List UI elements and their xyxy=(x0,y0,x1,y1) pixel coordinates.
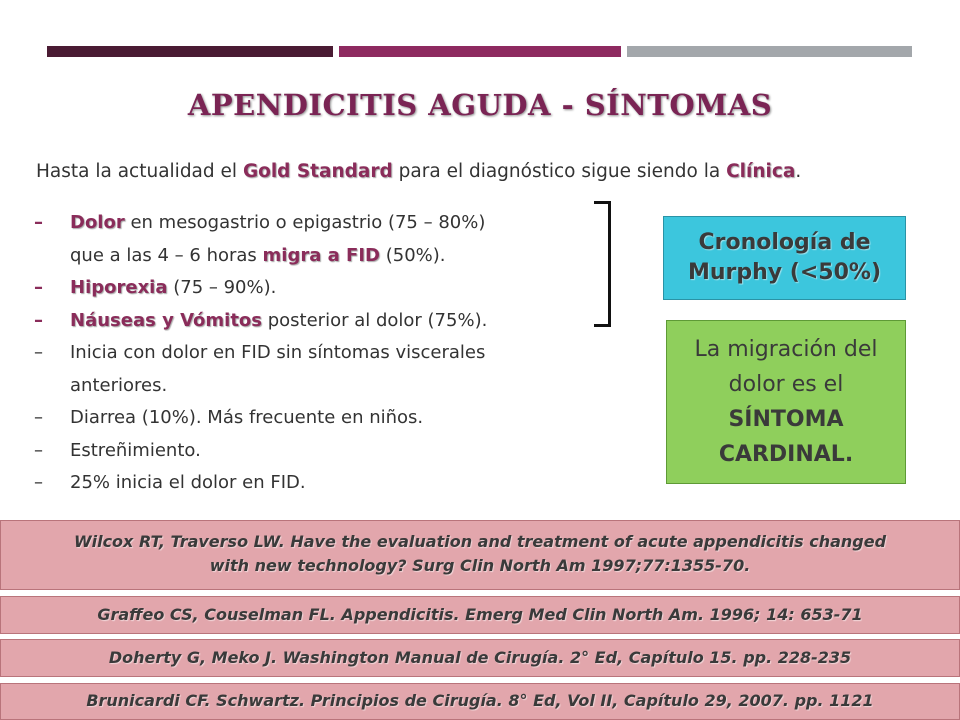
bullet-dash: – xyxy=(34,212,43,233)
reference-brunicardi xyxy=(0,683,960,720)
cardinal-line: dolor es el xyxy=(728,372,844,397)
intro-text xyxy=(36,161,936,182)
clinica-highlight: Clínica xyxy=(726,161,796,182)
slide-title: APENDICITIS AGUDA - SÍNTOMAS xyxy=(187,88,773,122)
reference-text: Brunicardi CF. Schwartz. Principios de Cirugía. 8° Ed, Vol II, Capítulo 29, 2007. pp. 1121 xyxy=(86,691,874,710)
gold-standard-highlight: Gold Standard xyxy=(242,161,393,182)
bullet-text: Diarrea (10%). Más frecuente en niños. xyxy=(70,407,424,428)
top-accent-bar-gray xyxy=(627,46,912,57)
grouping-bracket xyxy=(594,201,611,327)
intro-text-part: . xyxy=(795,161,802,182)
dolor-highlight: Dolor xyxy=(70,212,125,233)
bullet-dash: – xyxy=(34,472,43,493)
reference-graffeo xyxy=(0,596,960,634)
bullet-dash: – xyxy=(34,342,43,363)
bullet-text: Estreñimiento. xyxy=(70,439,201,461)
list-item xyxy=(34,467,594,500)
list-item xyxy=(34,272,594,305)
bullet-text: (50%). xyxy=(380,244,446,266)
bullet-continuation xyxy=(70,240,594,273)
cardinal-line-strong: SÍNTOMA xyxy=(728,407,844,432)
reference-wilcox xyxy=(0,520,960,590)
murphy-box-text xyxy=(688,228,881,288)
bullet-text: (75 – 90%). xyxy=(167,277,277,298)
bullet-continuation: anteriores. xyxy=(70,374,168,396)
bullet-text: en mesogastrio o epigastrio (75 – 80%) xyxy=(124,212,486,233)
reference-text: Graffeo CS, Couselman FL. Appendicitis. Emerg Med Clin North Am. 1996; 14: 653-71 xyxy=(97,605,863,624)
murphy-line: Murphy (<50%) xyxy=(687,260,881,285)
murphy-line: Cronología de xyxy=(698,230,871,255)
cardinal-line-strong: CARDINAL. xyxy=(718,442,854,467)
list-item xyxy=(34,402,594,435)
reference-text: with new technology? Surg Clin North Am 1997;77:1355-70. xyxy=(209,556,751,575)
murphy-chronology-box xyxy=(663,216,906,300)
bullet-text: 25% inicia el dolor en FID. xyxy=(70,472,306,493)
bullet-text: Inicia con dolor en FID sin síntomas viscerales xyxy=(70,342,486,363)
intro-text-part: para el diagnóstico sigue siendo la xyxy=(392,161,727,182)
bullet-text: posterior al dolor (75%). xyxy=(262,309,488,331)
symptom-list xyxy=(34,207,594,500)
nauseas-vomitos-highlight: Náuseas y Vómitos xyxy=(70,309,262,331)
bullet-dash: – xyxy=(34,277,43,298)
bullet-dash: – xyxy=(34,309,43,331)
cardinal-symptom-box xyxy=(666,320,906,484)
list-item xyxy=(34,337,594,402)
reference-doherty xyxy=(0,639,960,677)
bullet-dash: – xyxy=(34,407,43,428)
hiporexia-highlight: Hiporexia xyxy=(70,277,168,298)
list-item xyxy=(34,435,594,468)
bullet-text: que a las 4 – 6 horas xyxy=(70,244,263,266)
reference-text: Wilcox RT, Traverso LW. Have the evaluation and treatment of acute appendicitis changed xyxy=(73,532,887,551)
list-item xyxy=(34,305,594,338)
intro-text-part: Hasta la actualidad el xyxy=(36,161,243,182)
top-accent-bar-magenta xyxy=(339,46,621,57)
migra-fid-highlight: migra a FID xyxy=(262,244,380,266)
bullet-dash: – xyxy=(34,439,43,461)
cardinal-line: La migración del xyxy=(694,337,878,362)
reference-text: Doherty G, Meko J. Washington Manual de Cirugía. 2° Ed, Capítulo 15. pp. 228-235 xyxy=(108,648,852,667)
top-accent-bar-dark xyxy=(47,46,333,57)
list-item xyxy=(34,207,594,272)
